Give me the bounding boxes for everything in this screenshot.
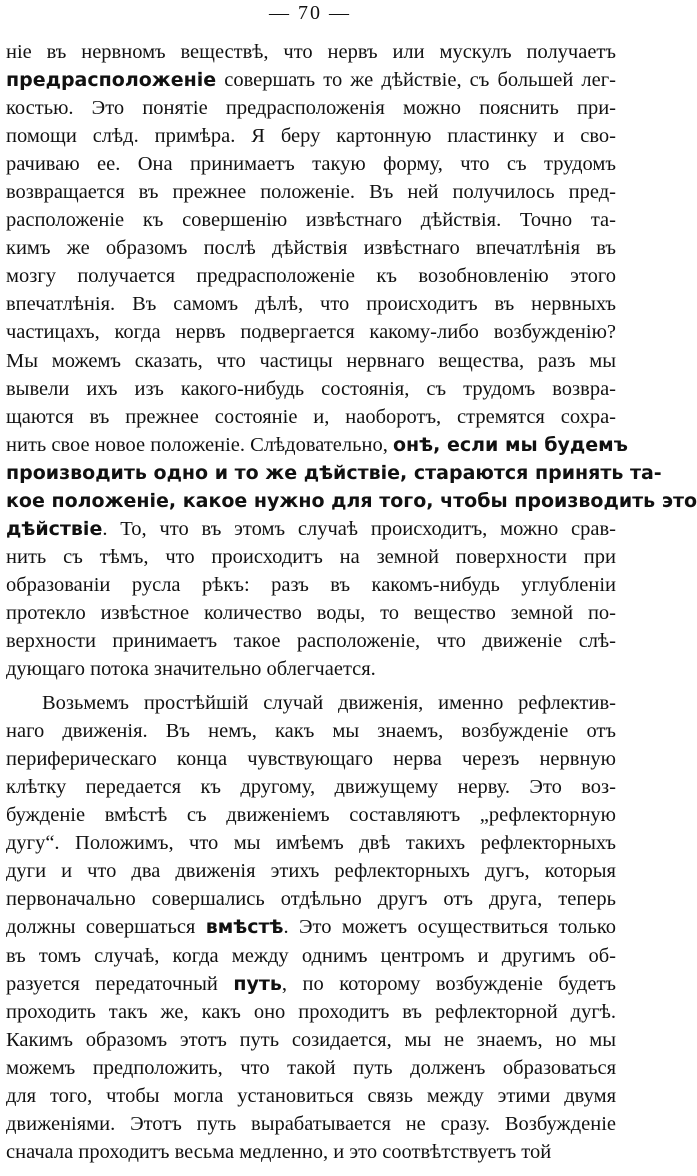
text-span: проходить такъ же, какъ оно проходитъ въ рефлекторной дугѣ. (6, 1000, 616, 1023)
text-span: можемъ предположить, что такой путь долженъ образоваться (6, 1056, 616, 1079)
bold-text-span: путь (233, 972, 282, 995)
text-line (6, 829, 616, 857)
text-span: въ томъ случаѣ, когда между однимъ центромъ и другимъ об- (6, 944, 616, 967)
text-span: дующаго потока значительно облегчается. (6, 658, 376, 681)
text-span: первоначально совершались отдѣльно другъ отъ друга, теперь (6, 888, 616, 911)
text-span: костью. Это понятіе предрасположенія можно пояснить при- (6, 97, 616, 120)
text-span: впечатлѣнія. Въ самомъ дѣлѣ, что происходитъ въ нервныхъ (6, 293, 616, 316)
text-line (6, 913, 616, 941)
text-line (6, 262, 616, 290)
text-line (6, 459, 662, 487)
text-span: Возьмемъ простѣйшій случай движенія, именно рефлектив- (42, 692, 616, 715)
text-line (6, 717, 616, 745)
text-span: ніе въ нервномъ веществѣ, что нервъ или мускулъ получаетъ (6, 41, 616, 63)
text-span: . То, что въ этомъ случаѣ происходитъ, можно срав- (102, 517, 616, 540)
text-line (6, 431, 628, 459)
text-line (6, 571, 616, 599)
text-span: частицахъ, когда нервъ подвергается какому-либо возбужденію? (6, 321, 616, 344)
text-line (6, 206, 616, 234)
text-span: нить съ тѣмъ, что происходитъ на земной поверхности при (6, 545, 616, 568)
text-span: совершать то же дѣйствіе, съ большей лег- (216, 69, 616, 92)
bold-text-span: предрасположеніе (6, 69, 217, 92)
text-line (6, 487, 697, 515)
text-line (6, 347, 616, 375)
text-span: образованіи русла рѣкъ: разъ въ какомъ-нибудь углубленіи (6, 573, 616, 596)
bold-text-span: производить одно и то же дѣйствіе, стараются принять та- (6, 461, 662, 484)
text-line (6, 318, 616, 346)
text-line (6, 375, 616, 403)
text-span: должны совершаться (6, 916, 206, 939)
text-line (6, 515, 616, 543)
text-span: движеніями. Этотъ путь вырабатывается не сразу. Возбужденіе (6, 1112, 616, 1135)
text-line (6, 543, 616, 571)
text-line (6, 745, 616, 773)
text-span: расположеніе къ совершенію извѣстнаго дѣйствія. Точно та- (6, 209, 616, 232)
text-span: дуги и что два движенія этихъ рефлекторныхъ дугъ, которыя (6, 860, 616, 883)
text-line (6, 970, 616, 998)
bold-text-span: онѣ, если мы будемъ (392, 433, 628, 456)
body-text (6, 38, 697, 1166)
text-line (6, 234, 616, 262)
text-span: помощи слѣд. примѣра. Я беру картонную пластинку и сво- (6, 125, 616, 148)
text-span: разуется передаточный (6, 972, 234, 995)
text-span: протекло извѣстное количество воды, то вещество земной по- (6, 601, 616, 624)
text-span: клѣтку передается къ другому, движущему нерву. Это воз- (6, 776, 616, 799)
text-span: для того, чтобы могла установиться связь между этими двумя (6, 1084, 616, 1107)
text-line (6, 773, 616, 801)
text-line (6, 178, 616, 206)
text-span: бужденіе вмѣстѣ съ движеніемъ составляютъ „рефлекторную (6, 804, 616, 827)
text-line (6, 66, 616, 94)
text-line (6, 403, 616, 431)
bold-text-span: вмѣстѣ (205, 916, 284, 939)
text-line (6, 885, 616, 913)
bold-text-span: кое положеніе, какое нужно для того, чтобы производить это (6, 489, 697, 512)
text-line (6, 38, 616, 66)
text-span: периферическаго конца чувствующаго нерва черезъ нервную (6, 748, 616, 771)
text-line (6, 942, 616, 970)
text-span: щаются въ прежнее состояніе и, наоборотъ, стремятся сохра- (6, 405, 616, 428)
text-line (6, 627, 616, 655)
text-span: возвращается въ прежнее положеніе. Въ ней получилось пред- (6, 181, 616, 204)
text-line (6, 1110, 616, 1138)
text-span: . Это можетъ осуществиться только (283, 916, 616, 939)
text-span: дугу“. Положимъ, что мы имѣемъ двѣ такихъ рефлекторныхъ (6, 832, 616, 855)
text-span: кимъ же образомъ послѣ дѣйствія извѣстнаго впечатлѣнія въ (6, 237, 616, 260)
text-span: вывели ихъ изъ какого-нибудь состоянія, съ трудомъ возвра- (6, 377, 616, 400)
text-line (6, 94, 616, 122)
text-span: нить свое новое положеніе. Слѣдовательно, (6, 433, 393, 456)
text-line (6, 689, 616, 717)
text-line (6, 1054, 616, 1082)
bold-text-span: дѣйствіе (6, 517, 103, 540)
text-span: сначала проходитъ весьма медленно, и это соотвѣтствуетъ той (6, 1140, 552, 1163)
text-span: мозгу получается предрасположеніе къ возобновленію этого (6, 265, 616, 288)
text-line (6, 599, 616, 627)
text-span: рачиваю ее. Она принимаетъ такую форму, что съ трудомъ (6, 153, 616, 176)
text-line (6, 150, 616, 178)
text-line (6, 801, 616, 829)
text-line (6, 998, 616, 1026)
text-line (6, 1082, 616, 1110)
text-span: наго движенія. Въ немъ, какъ мы знаемъ, возбужденіе отъ (6, 720, 616, 743)
text-span: верхности принимаетъ такое расположеніе, что движеніе слѣ- (6, 629, 616, 652)
text-line (6, 290, 616, 318)
text-span: , по которому возбужденіе будетъ (281, 972, 617, 995)
text-line (6, 1026, 616, 1054)
text-line (6, 857, 616, 885)
text-line (6, 655, 616, 683)
text-span: Мы можемъ сказать, что частицы нервнаго вещества, разъ мы (6, 349, 616, 372)
page-number: — 70 — (269, 2, 351, 24)
text-span: Какимъ образомъ этотъ путь созидается, мы не знаемъ, но мы (6, 1028, 616, 1051)
text-line (6, 122, 616, 150)
text-line (6, 1138, 616, 1166)
